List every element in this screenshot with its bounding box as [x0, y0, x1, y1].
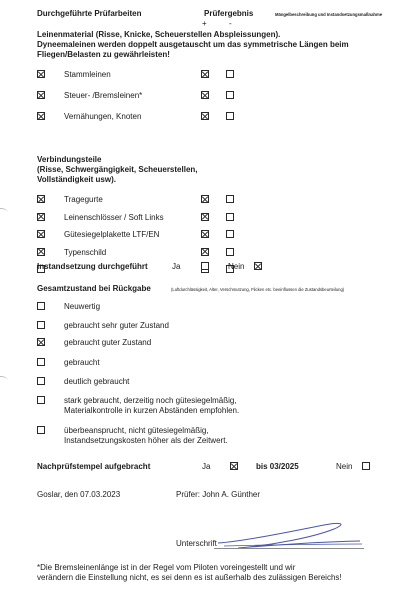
connector-item-minus-checkbox[interactable]: [226, 248, 234, 256]
repair-yes-label: Ja: [172, 262, 181, 271]
connectors-heading-line-1: Verbindungsteile: [37, 155, 102, 164]
signature-line: [214, 548, 364, 549]
condition-option-checkbox[interactable]: [37, 302, 45, 310]
result-column-header: Prüfergebnis: [204, 9, 254, 18]
stamp-yes-label: Ja: [202, 462, 211, 471]
stamp-no-checkbox[interactable]: [362, 462, 370, 470]
condition-option-label: [64, 321, 169, 331]
footnote-line-1: *Die Bremsleinenlänge ist in der Regel vom Piloten voreingestellt und wir: [37, 563, 296, 572]
condition-option-label: [64, 426, 228, 446]
connector-item-minus-checkbox[interactable]: [226, 195, 234, 203]
line-item-checkbox[interactable]: [37, 70, 45, 78]
connector-item-plus-checkbox[interactable]: [201, 195, 209, 203]
repair-no-label: Nein: [228, 262, 245, 271]
line-item-checkbox[interactable]: [37, 91, 45, 99]
line-item-label: Steuer- /Bremsleinen*: [64, 91, 143, 100]
repair-label: Instandsetzung durchgeführt: [37, 262, 148, 271]
line-item-plus-checkbox[interactable]: [201, 112, 209, 120]
connector-item-plus-checkbox[interactable]: [201, 213, 209, 221]
condition-option-label: [64, 377, 129, 387]
condition-option-label: [64, 396, 239, 416]
line-item-label: Stammleinen: [64, 70, 111, 79]
condition-option-line: Neuwertig: [64, 302, 101, 311]
lines-heading-line-1: Leinenmaterial (Risse, Knicke, Scheuerstellen Abspleissungen).: [37, 30, 281, 39]
condition-option-checkbox[interactable]: [37, 396, 45, 404]
stamp-yes-checkbox[interactable]: [230, 462, 238, 470]
repair-yes-checkbox[interactable]: [201, 262, 209, 270]
stamp-no-label: Nein: [336, 462, 353, 471]
minus-marker: -: [229, 19, 232, 28]
connector-item-label: Typenschild: [64, 247, 107, 257]
condition-option-label: [64, 358, 100, 368]
condition-option-checkbox[interactable]: [37, 338, 45, 346]
line-item-minus-checkbox[interactable]: [226, 70, 234, 78]
condition-option-label: [64, 338, 151, 348]
lines-heading-line-2: Dyneemaleinen werden doppelt ausgetauscht um das symmetrische Längen beim: [37, 40, 349, 49]
page-margin-mark-2: [0, 376, 8, 385]
line-item-label: Vernähungen, Knoten: [64, 112, 142, 121]
connector-item-minus-checkbox[interactable]: [226, 213, 234, 221]
connector-item-checkbox[interactable]: [37, 213, 45, 221]
condition-option-checkbox[interactable]: [37, 426, 45, 434]
plus-marker: +: [202, 19, 207, 28]
connectors-section-heading: [37, 155, 198, 185]
lines-heading-line-3: Fliegen/Belasten zu gewährleisten!: [37, 50, 170, 59]
stamp-until: bis 03/2025: [256, 462, 299, 471]
signature-label: Unterschrift: [176, 539, 217, 548]
stamp-label: Nachprüfstempel aufgebracht: [37, 462, 151, 471]
connector-item-checkbox[interactable]: [37, 230, 45, 238]
condition-option-line: gebraucht guter Zustand: [64, 338, 152, 347]
condition-option-line: gebraucht sehr guter Zustand: [64, 321, 169, 330]
place-and-date: Goslar, den 07.03.2023: [37, 490, 121, 499]
condition-option-label: [64, 302, 100, 312]
handwritten-signature: [214, 515, 364, 551]
condition-option-checkbox[interactable]: [37, 377, 45, 385]
defect-description-header: Mängelbeschreibung und Instandsetzungsmaßnahme: [275, 12, 383, 17]
line-item-plus-checkbox[interactable]: [201, 70, 209, 78]
assessment-note: (Luftdurchlässigkeit, Alter, Verschmutzung, Flicken etc. beeinflussen die Zustandsbeurteilung): [171, 287, 345, 292]
connector-item-checkbox[interactable]: [37, 195, 45, 203]
footnote: [37, 563, 342, 583]
repair-no-checkbox[interactable]: [254, 262, 262, 270]
page-margin-mark-1: [0, 208, 8, 217]
connectors-heading-line-3: Vollständigkeit usw).: [37, 175, 116, 184]
condition-option-line: Materialkontrolle in kurzen Abständen empfohlen.: [64, 406, 240, 415]
connector-item-label: Leinenschlösser / Soft Links: [64, 212, 164, 222]
footnote-line-2: verändern die Einstellung nicht, es sei denn es ist außerhalb des zulässigen Bereichs!: [37, 573, 342, 582]
connector-item-label: Gütesiegelplakette LTF/EN: [64, 230, 160, 239]
line-item-plus-checkbox[interactable]: [201, 91, 209, 99]
condition-option-checkbox[interactable]: [37, 321, 45, 329]
condition-option-checkbox[interactable]: [37, 358, 45, 366]
assessment-heading: Gesamtzustand bei Rückgabe: [37, 284, 151, 293]
line-item-minus-checkbox[interactable]: [226, 112, 234, 120]
line-item-minus-checkbox[interactable]: [226, 91, 234, 99]
condition-option-line: Instandsetzungskosten höher als der Zeitwert.: [64, 436, 228, 445]
lines-section-heading: [37, 30, 349, 60]
connector-item-minus-checkbox[interactable]: [226, 230, 234, 238]
form-title: Durchgeführte Prüfarbeiten: [37, 9, 142, 18]
line-item-checkbox[interactable]: [37, 112, 45, 120]
condition-option-line: deutlich gebraucht: [64, 377, 130, 386]
connector-item-plus-checkbox[interactable]: [201, 248, 209, 256]
connector-item-plus-checkbox[interactable]: [201, 230, 209, 238]
inspector-name: Prüfer: John A. Günther: [176, 490, 261, 499]
connector-item-label: Tragegurte: [64, 195, 103, 204]
condition-option-line: überbeansprucht, nicht gütesiegelmäßig,: [64, 426, 209, 435]
condition-option-line: gebraucht: [64, 358, 100, 367]
connectors-heading-line-2: (Risse, Schwergängigkeit, Scheuerstellen,: [37, 165, 198, 174]
condition-option-line: stark gebraucht, derzeitig noch gütesiegelmäßig,: [64, 396, 237, 405]
connector-item-checkbox[interactable]: [37, 248, 45, 256]
